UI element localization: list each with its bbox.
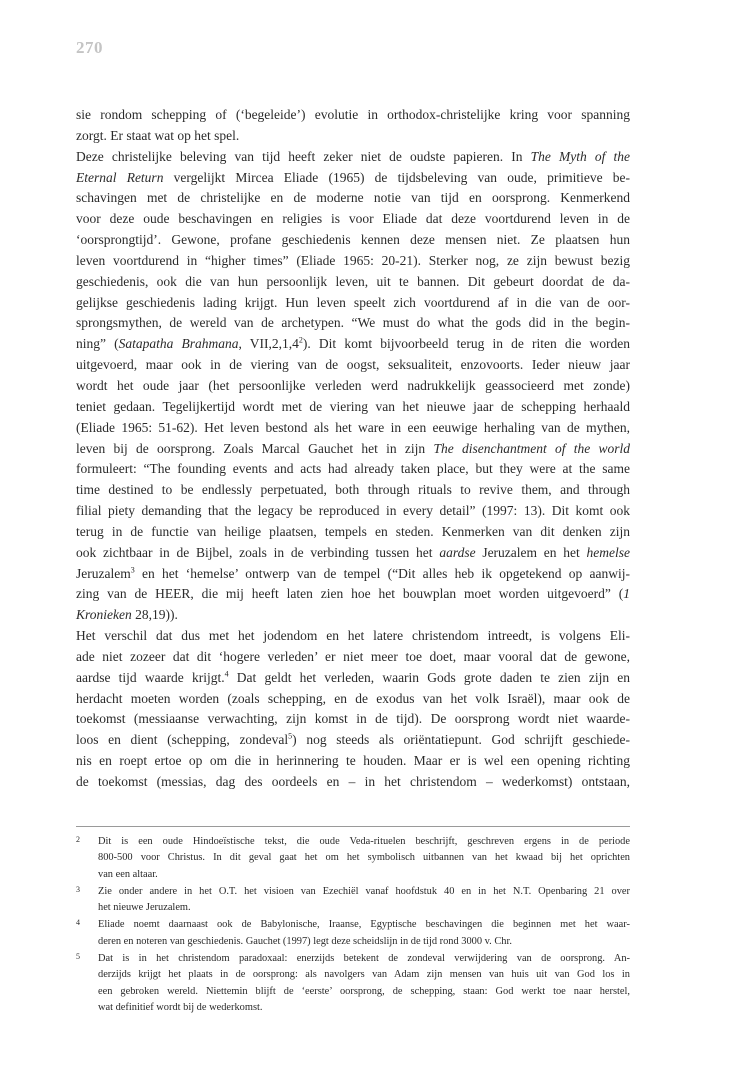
text-run: ook zichtbaar in de Bijbel, zoals in de verbinding tussen het <box>76 544 440 560</box>
text-run: ‘oorsprongtijd’. Gewone, profane geschiedenis kennen deze mensen niet. Ze plaatsen hun <box>76 232 630 248</box>
body-line <box>76 251 630 272</box>
body-line <box>76 376 630 397</box>
italic-text-run: hemelse <box>586 544 631 560</box>
body-line <box>76 418 630 439</box>
body-line <box>76 439 630 460</box>
italic-text-run: Satapatha Brahmana <box>118 336 239 352</box>
footnote <box>76 951 630 1016</box>
body-line <box>76 501 630 522</box>
italic-text-run: 1 <box>623 586 630 602</box>
text-run: geschiedenis, ook die van hun persoonlijk leven, uit te bannen. Dit gebeurt doordat de da- <box>76 273 630 289</box>
footnote <box>76 884 630 917</box>
text-run: filial piety demanding that the legacy be reproduced in every detail” (1997: 13). Dit komt ook <box>76 503 630 519</box>
italic-text-run: The disenchantment of the world <box>433 440 631 456</box>
footnote-reference: 4 <box>224 669 229 679</box>
body-line <box>76 272 630 293</box>
text-run: (Eliade 1965: 51-62). Het leven bestond als het ware in een eeuwige herhaling van de mythen, <box>76 419 630 435</box>
footnote-divider <box>76 826 630 827</box>
text-run: vergelijkt Mircea Eliade (1965) de tijdsbeleving van oude, primitieve be- <box>163 169 630 185</box>
text-run: herdacht moeten worden (zoals schepping, en de exodus van het volk Israël), maar ook de <box>76 690 630 706</box>
text-run: ning” ( <box>76 336 119 352</box>
body-line <box>76 209 630 230</box>
italic-text-run: aardse <box>439 544 476 560</box>
footnote-line: derzijds krijgt het plaats in de oorsprong: als navolgers van Adam zijn mensen van huis uit van God los in <box>98 969 630 981</box>
body-line <box>76 230 630 251</box>
text-run: gelijkse geschiedenis lading krijgt. Hun leven speelt zich voortdurend af in die van de oor- <box>76 294 630 310</box>
footnote-line: een gebroken wereld. Niettemin blijft de ‘eerste’ oorsprong, de schepping, staan: God werkt toe naar herstel, <box>98 985 630 997</box>
footnote-line: Zie onder andere in het O.T. het visioen van Ezechiël vanaf hoofdstuk 40 en in het N.T. Openbaring 21 over <box>98 885 630 897</box>
text-run: wordt het oude jaar (het persoonlijke verleden werd nadrukkelijk geassocieerd met zonde) <box>76 377 630 393</box>
text-run: sie rondom schepping of (‘begeleide’) evolutie in orthodox-christelijke kring voor spanning <box>76 107 630 122</box>
text-run: Jeruzalem <box>76 565 131 581</box>
footnote-line: Dat is in het christendom paradoxaal: enerzijds betekent de zondeval verwijdering van de oorsprong. An- <box>98 953 630 965</box>
text-run: aardse tijd waarde krijgt. <box>76 669 225 685</box>
body-line <box>76 355 630 376</box>
text-run: zorgt. Er staat wat op het spel. <box>76 127 240 143</box>
text-run: toekomst (messiaanse verwachting, zijn komst in de tijd). De oorsprong wordt niet waarde- <box>76 711 630 727</box>
text-run: ). Dit komt bijvoorbeeld terug in de riten die worden <box>302 336 630 352</box>
text-run: time destined to be endlessly perpetuated, both through rituals to revive them, and through <box>76 482 630 498</box>
text-run: Jeruzalem en het <box>475 544 587 560</box>
text-run: schavingen met de christelijke en de moderne notie van tijd en oorsprong. Kenmerkend <box>76 190 630 206</box>
text-run: terug in de functie van heilige plaatsen, tempels en steden. Kenmerken van dit denken zijn <box>76 523 630 539</box>
text-run: Deze christelijke beleving van tijd heeft zeker niet de oudste papieren. In <box>76 148 531 164</box>
body-line <box>76 168 630 189</box>
body-line <box>76 459 630 480</box>
text-run: de toekomst (messias, dag des oordeels en – in het christendom – wederkomst) ontstaan, <box>76 774 630 789</box>
footnote-number: 4 <box>76 918 80 928</box>
footnote-line: deren en noteren van geschiedenis. Gauchet (1997) legt deze scheidslijn in de tijd rond 3000 v. Chr. <box>98 935 512 947</box>
text-run: voor deze oude beschavingen en religies is voor Eliade dat deze voortdurend leven in de <box>76 211 630 227</box>
text-run: 28,19)). <box>131 607 178 623</box>
body-line <box>76 689 630 710</box>
page-number: 270 <box>76 38 103 57</box>
footnote-reference: 2 <box>298 335 303 345</box>
text-run: uitgevoerd, maar ook in de viering van de oogst, seksualiteit, enzovoorts. Ieder nieuw jaar <box>76 357 630 373</box>
body-line <box>76 668 630 689</box>
text-run: teniet gedaan. Tegelijkertijd wordt met de viering van het nieuwe jaar de schepping herhaald <box>76 398 630 414</box>
text-run: sprongsmythen, de wereld van de archetypen. “We must do what the gods did in the begin- <box>76 315 630 331</box>
body-line <box>76 126 630 147</box>
body-line <box>76 293 630 314</box>
text-run: formuleert: “The founding events and acts had already taken place, but they were at the same <box>76 461 630 477</box>
body-line <box>76 584 630 605</box>
body-line <box>76 147 630 168</box>
footnote-line: Dit is een oude Hindoeïstische tekst, die oude Veda-rituelen beschrijft, geschreven ergens in de periode <box>98 836 630 847</box>
body-text <box>76 105 630 793</box>
footnote-line: 800-500 voor Christus. In dit geval gaat het om het symbolisch uitbannen van het kwaad bij het oprichten <box>98 852 630 864</box>
text-run: leven bij de oorsprong. Zoals Marcal Gauchet het in zijn <box>76 440 434 456</box>
body-line <box>76 313 630 334</box>
body-line <box>76 334 630 355</box>
footnote-line: van een altaar. <box>98 868 158 880</box>
italic-text-run: Kronieken <box>76 607 132 623</box>
text-run: , VII,2,1,4 <box>238 336 299 352</box>
text-run: ) nog steeds als oriëntatiepunt. God schrijft geschiede- <box>292 732 630 748</box>
italic-text-run: The Myth of the <box>530 148 630 164</box>
footnote-line: Eliade noemt daarnaast ook de Babylonische, Iraanse, Egyptische beschavingen die beginnen met het waar- <box>98 919 630 931</box>
body-line <box>76 730 630 751</box>
footnote-line: het nieuwe Jeruzalem. <box>98 902 191 914</box>
body-line <box>76 564 630 585</box>
footnotes <box>76 834 630 1017</box>
body-line <box>76 522 630 543</box>
footnote <box>76 834 630 883</box>
body-line <box>76 751 630 772</box>
body-line <box>76 709 630 730</box>
body-line <box>76 543 630 564</box>
italic-text-run: Eternal Return <box>76 169 164 185</box>
body-line <box>76 105 630 126</box>
text-run: loos en dient (schepping, zondeval <box>76 732 289 748</box>
footnote-number: 2 <box>76 835 80 844</box>
text-run: Dat geldt het verleden, waarin Gods grote daden te zien zijn en <box>228 669 630 685</box>
text-run: zing van de HEER, die mij heeft laten zien hoe het bouwplan moet worden uitgevoerd” ( <box>76 586 624 602</box>
body-line <box>76 480 630 501</box>
body-line <box>76 605 630 626</box>
footnote-reference: 5 <box>288 731 293 741</box>
footnote-reference: 3 <box>130 565 135 575</box>
text-run: nis en roept ertoe op om die in herinnering te houden. Maar er is wel een opening richting <box>76 753 630 769</box>
text-run: en het ‘hemelse’ ontwerp van de tempel (“Dit alles heb ik opgetekend op aanwij- <box>134 565 630 581</box>
footnote-line: wat definitief wordt bij de wederkomst. <box>98 1001 263 1013</box>
body-line <box>76 188 630 209</box>
footnote-number: 5 <box>76 952 80 962</box>
body-line <box>76 772 630 793</box>
text-run: leven voortdurend in “higher times” (Eliade 1965: 20-21). Sterker nog, ze zijn bewust bezig <box>76 252 630 268</box>
footnote-number: 3 <box>76 884 80 894</box>
text-run: ade niet zozeer dat dit ‘hogere verleden’ er niet meer toe doet, maar vooral dat de gewone, <box>76 648 630 664</box>
body-line <box>76 397 630 418</box>
body-line <box>76 626 630 647</box>
text-run: Het verschil dat dus met het jodendom en het latere christendom intreedt, is volgens Eli- <box>76 628 630 644</box>
footnote <box>76 917 630 950</box>
body-line <box>76 647 630 668</box>
